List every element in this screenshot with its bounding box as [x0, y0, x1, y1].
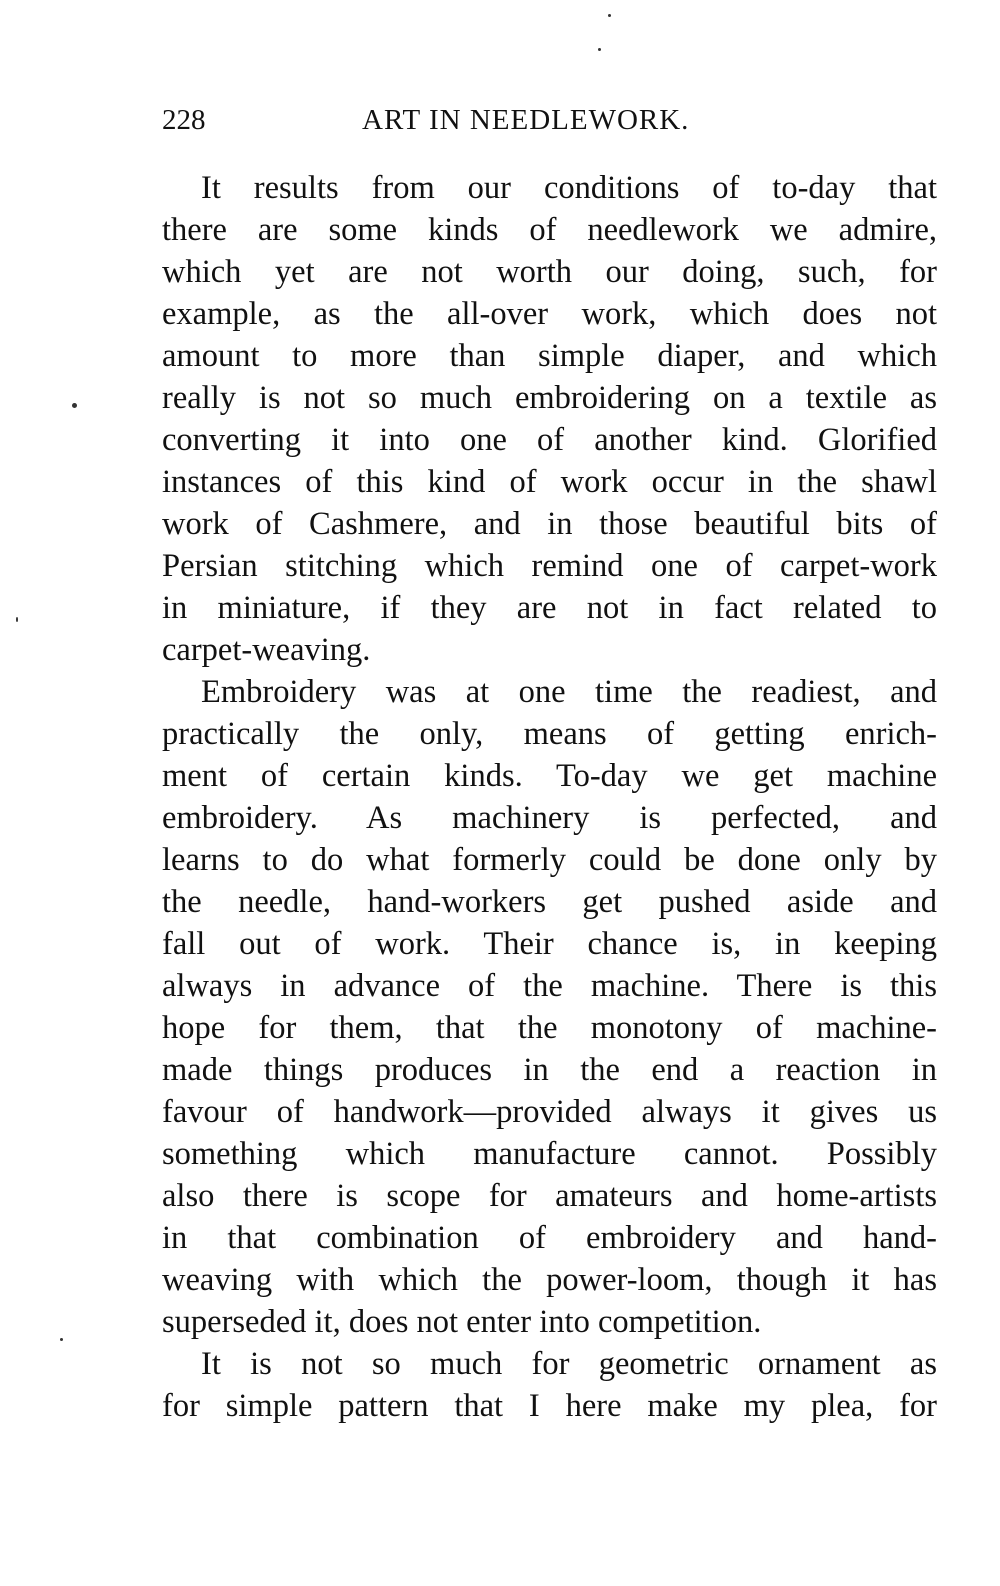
scan-speck — [16, 617, 18, 622]
page-number: 228 — [162, 104, 206, 136]
text-line: It is not so much for geometric ornament as — [201, 1346, 937, 1382]
text-line: also there is scope for amateurs and home-artists — [162, 1178, 937, 1214]
text-line: ment of certain kinds. To-day we get machine — [162, 758, 937, 794]
body-text — [162, 167, 937, 1427]
scan-speck — [60, 1338, 63, 1341]
text-line: Embroidery was at one time the readiest, and — [201, 674, 937, 710]
scan-speck — [72, 403, 77, 408]
text-line: fall out of work. Their chance is, in keeping — [162, 926, 937, 962]
page-header — [162, 104, 937, 144]
text-line: Persian stitching which remind one of carpet-work — [162, 548, 937, 584]
text-line: work of Cashmere, and in those beautiful bits of — [162, 506, 937, 542]
text-line: which yet are not worth our doing, such, for — [162, 254, 937, 290]
text-line: hope for them, that the monotony of machine- — [162, 1010, 937, 1046]
text-line: weaving with which the power-loom, though it has — [162, 1262, 937, 1298]
scan-speck — [598, 48, 601, 51]
text-line: superseded it, does not enter into competition. — [162, 1304, 762, 1340]
text-line: It results from our conditions of to-day that — [201, 170, 937, 206]
text-line: something which manufacture cannot. Possibly — [162, 1136, 937, 1172]
text-line: instances of this kind of work occur in the shawl — [162, 464, 937, 500]
text-line: converting it into one of another kind. Glorified — [162, 422, 937, 458]
text-line: there are some kinds of needlework we admire, — [162, 212, 937, 248]
text-line: for simple pattern that I here make my plea, for — [162, 1388, 937, 1424]
text-line: made things produces in the end a reaction in — [162, 1052, 937, 1088]
paragraph-3 — [162, 1343, 937, 1427]
text-line: in miniature, if they are not in fact related to — [162, 590, 937, 626]
running-head: ART IN NEEDLEWORK. — [362, 104, 690, 136]
text-line: the needle, hand-workers get pushed aside and — [162, 884, 937, 920]
paragraph-2 — [162, 671, 937, 1343]
text-line: amount to more than simple diaper, and which — [162, 338, 937, 374]
text-line: example, as the all-over work, which does not — [162, 296, 937, 332]
paragraph-1 — [162, 167, 937, 671]
text-line: really is not so much embroidering on a textile as — [162, 380, 937, 416]
text-line: embroidery. As machinery is perfected, and — [162, 800, 937, 836]
text-line: in that combination of embroidery and hand- — [162, 1220, 937, 1256]
text-line: favour of handwork—provided always it gives us — [162, 1094, 937, 1130]
text-line: always in advance of the machine. There is this — [162, 968, 937, 1004]
text-line: carpet-weaving. — [162, 632, 371, 668]
text-line: practically the only, means of getting enrich- — [162, 716, 937, 752]
scan-speck — [608, 14, 611, 17]
text-line: learns to do what formerly could be done only by — [162, 842, 937, 878]
